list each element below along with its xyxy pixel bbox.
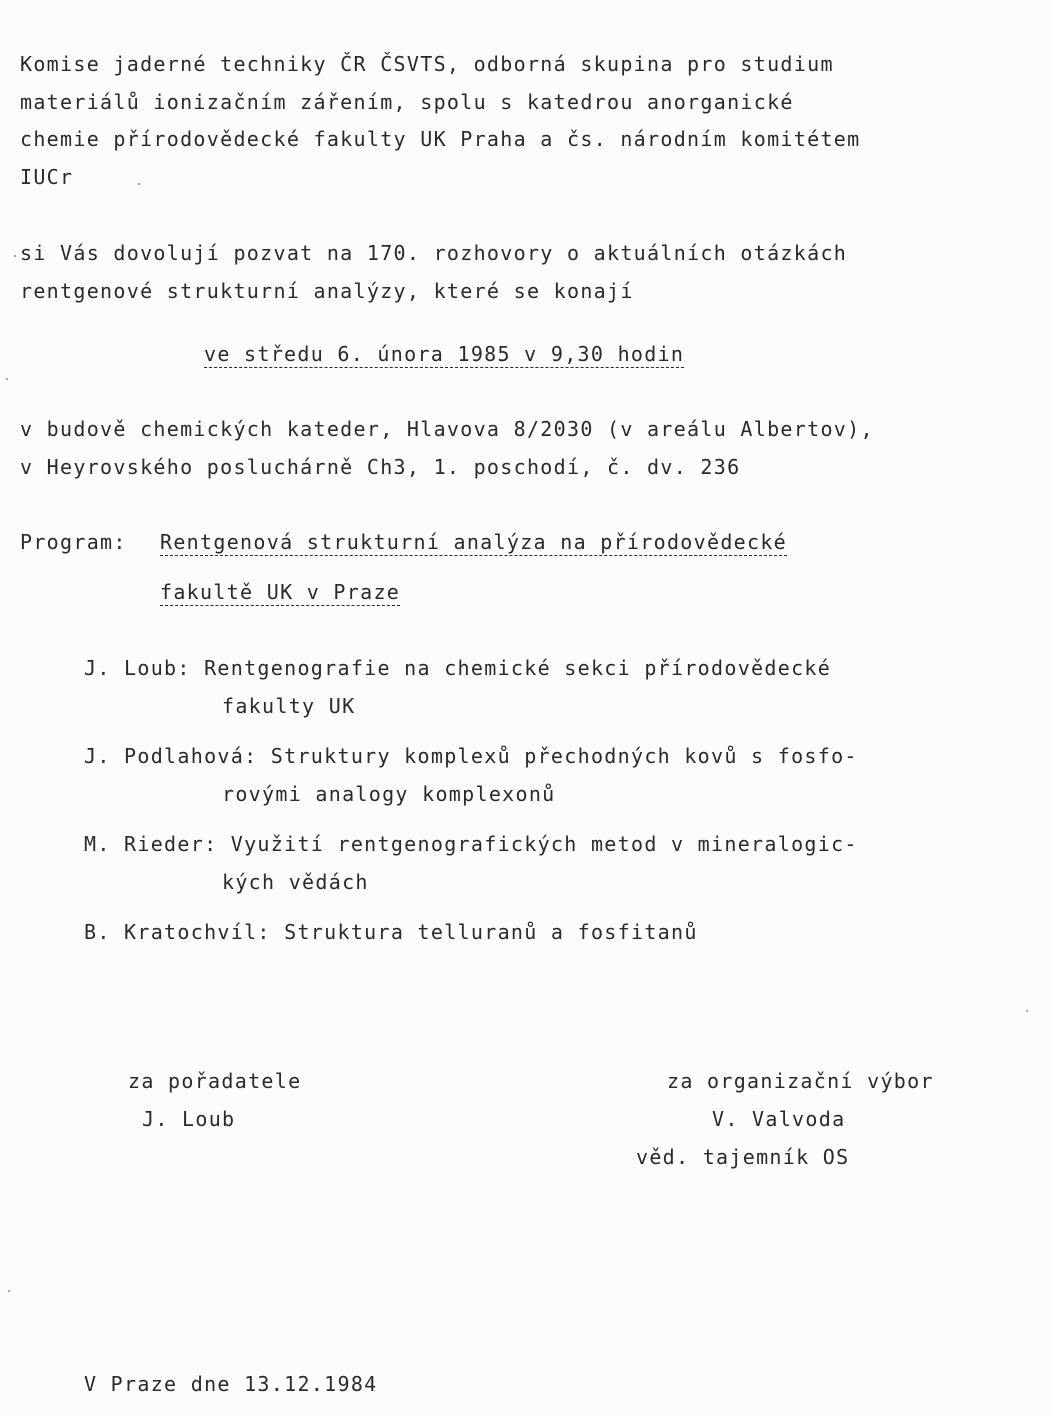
paper-speck bbox=[138, 183, 140, 185]
paper-speck bbox=[8, 1290, 10, 1292]
program-label: Program: bbox=[20, 530, 127, 554]
event-date-line: ve středu 6. února 1985 v 9,30 hodin bbox=[204, 342, 685, 366]
place-and-date: V Praze dne 13.12.1984 bbox=[84, 1372, 378, 1396]
talk-2-line-1: J. Podlahová: Struktury komplexů přechodných kovů s fosfo- bbox=[84, 744, 858, 768]
venue-line-2: v Heyrovského posluchárně Ch3, 1. poschodí, č. dv. 236 bbox=[20, 455, 741, 479]
intro-line-2: materiálů ionizačním zářením, spolu s katedrou anorganické bbox=[20, 90, 794, 114]
talk-3-line-2: kých vědách bbox=[222, 870, 369, 894]
paper-speck bbox=[1026, 1010, 1028, 1012]
intro-line-4: IUCr bbox=[20, 165, 74, 189]
talk-1-line-2: fakulty UK bbox=[222, 694, 356, 718]
signature-right-role: za organizační výbor bbox=[667, 1069, 934, 1093]
talk-1-line-1: J. Loub: Rentgenografie na chemické sekci přírodovědecké bbox=[84, 656, 832, 680]
invitation-line-1: si Vás dovolují pozvat na 170. rozhovory o aktuálních otázkách bbox=[20, 241, 848, 265]
program-title-line-2: fakultě UK v Praze bbox=[160, 580, 401, 604]
invitation-line-2: rentgenové strukturní analýzy, které se konají bbox=[20, 279, 634, 303]
talk-4-line-1: B. Kratochvíl: Struktura telluranů a fosfitanů bbox=[84, 920, 698, 944]
paper-speck bbox=[6, 378, 8, 380]
signature-left-role: za pořadatele bbox=[128, 1069, 302, 1093]
program-title-line-1: Rentgenová strukturní analýza na přírodovědecké bbox=[160, 530, 788, 554]
intro-line-1: Komise jaderné techniky ČR ČSVTS, odborná skupina pro studium bbox=[20, 52, 834, 76]
signature-left-name: J. Loub bbox=[142, 1107, 236, 1131]
signature-right-title: věd. tajemník OS bbox=[636, 1145, 850, 1169]
talk-3-line-1: M. Rieder: Využití rentgenografických metod v mineralogic- bbox=[84, 832, 858, 856]
signature-right-name: V. Valvoda bbox=[712, 1107, 846, 1131]
talk-2-line-2: rovými analogy komplexonů bbox=[222, 782, 556, 806]
venue-line-1: v budově chemických kateder, Hlavova 8/2030 (v areálu Albertov), bbox=[20, 417, 874, 441]
intro-line-3: chemie přírodovědecké fakulty UK Praha a čs. národním komitétem bbox=[20, 127, 861, 151]
paper-speck bbox=[14, 255, 16, 257]
